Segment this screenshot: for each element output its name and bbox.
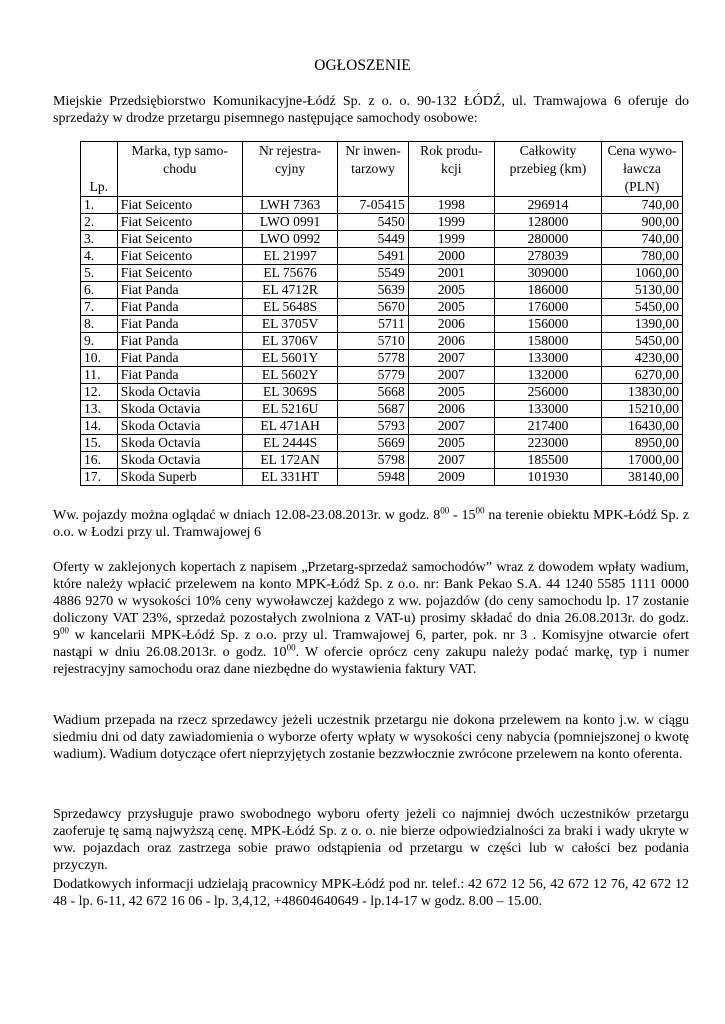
- row-mileage: 256000: [494, 384, 601, 401]
- table-row: [81, 265, 683, 282]
- row-registration: EL 5216U: [242, 401, 338, 418]
- row-year: 2006: [408, 333, 494, 350]
- row-brand: Fiat Seicento: [117, 265, 242, 282]
- row-year: 2007: [408, 418, 494, 435]
- row-registration: EL 21997: [242, 248, 338, 265]
- row-lp: 15.: [81, 435, 118, 452]
- offers-sup-1: 00: [60, 625, 69, 636]
- table-row: [81, 248, 683, 265]
- row-lp: 16.: [81, 452, 118, 469]
- row-mileage: 128000: [494, 214, 601, 231]
- row-inventory: 5449: [338, 231, 408, 248]
- table-row: [81, 452, 683, 469]
- table-row: [81, 231, 683, 248]
- row-lp: 9.: [81, 333, 118, 350]
- row-price: 5130,00: [602, 282, 683, 299]
- row-year: 2005: [408, 435, 494, 452]
- row-year: 2005: [408, 299, 494, 316]
- row-price: 38140,00: [602, 469, 683, 486]
- row-year: 2007: [408, 452, 494, 469]
- header-registration: Nr rejestra-cyjny: [242, 142, 338, 197]
- row-inventory: 5798: [338, 452, 408, 469]
- row-inventory: 5670: [338, 299, 408, 316]
- row-brand: Fiat Seicento: [117, 214, 242, 231]
- row-inventory: 5669: [338, 435, 408, 452]
- row-mileage: 309000: [494, 265, 601, 282]
- row-mileage: 132000: [494, 367, 601, 384]
- row-brand: Fiat Panda: [117, 367, 242, 384]
- row-registration: LWO 0991: [242, 214, 338, 231]
- row-year: 2007: [408, 367, 494, 384]
- viewing-text-3: na terenie obiektu MPK-Łódź Sp. z o.o. w Łodzi przy ul. Tramwajowej 6: [53, 508, 689, 540]
- row-mileage: 133000: [494, 350, 601, 367]
- viewing-sup-2: 00: [475, 505, 485, 516]
- table-row: [81, 282, 683, 299]
- row-lp: 3.: [81, 231, 118, 248]
- row-price: 740,00: [602, 231, 683, 248]
- row-registration: EL 471AH: [242, 418, 338, 435]
- row-brand: Skoda Octavia: [117, 452, 242, 469]
- row-lp: 2.: [81, 214, 118, 231]
- row-inventory: 5549: [338, 265, 408, 282]
- table-row: [81, 197, 683, 214]
- row-brand: Skoda Superb: [117, 469, 242, 486]
- row-brand: Fiat Panda: [117, 316, 242, 333]
- row-price: 6270,00: [602, 367, 683, 384]
- row-year: 2005: [408, 384, 494, 401]
- deposit-paragraph: Wadium przepada na rzecz sprzedawcy jeżeli uczestnik przetargu nie dokona przelewem na konto j.w. w ciągu siedmiu dni od daty zawiadomienia o wyborze oferty wpłaty w wysokości ceny nabycia (pomniejszonej o kwotę wadium). Wadium dotyczące ofert nieprzyjętych zostanie bezzwłocznie zwrócone przelewem na konto oferenta.: [53, 713, 689, 762]
- row-registration: EL 3706V: [242, 333, 338, 350]
- row-registration: EL 75676: [242, 265, 338, 282]
- row-inventory: 5639: [338, 282, 408, 299]
- row-inventory: 7-05415: [338, 197, 408, 214]
- row-mileage: 185500: [494, 452, 601, 469]
- table-row: [81, 333, 683, 350]
- row-registration: LWO 0992: [242, 231, 338, 248]
- row-price: 5450,00: [602, 299, 683, 316]
- row-lp: 4.: [81, 248, 118, 265]
- row-registration: EL 331HT: [242, 469, 338, 486]
- row-price: 8950,00: [602, 435, 683, 452]
- row-lp: 8.: [81, 316, 118, 333]
- row-lp: 12.: [81, 384, 118, 401]
- row-brand: Fiat Panda: [117, 282, 242, 299]
- table-row: [81, 435, 683, 452]
- row-brand: Fiat Seicento: [117, 248, 242, 265]
- row-year: 2006: [408, 316, 494, 333]
- table-header-row: [81, 142, 683, 197]
- row-inventory: 5668: [338, 384, 408, 401]
- header-mileage: Całkowity przebieg (km): [494, 142, 601, 197]
- row-brand: Skoda Octavia: [117, 384, 242, 401]
- row-inventory: 5948: [338, 469, 408, 486]
- offers-text-2: w kancelarii MPK-Łódź Sp. z o.o. przy ul. Tramwajowej 6, parter, pok. nr 3 . Komisyjne otwarcie ofert nastąpi w dniu 26.08.2013r. o godz. 10: [53, 628, 689, 660]
- row-price: 1060,00: [602, 265, 683, 282]
- row-lp: 13.: [81, 401, 118, 418]
- viewing-text-2: - 15: [449, 508, 476, 523]
- row-lp: 17.: [81, 469, 118, 486]
- row-mileage: 101930: [494, 469, 601, 486]
- row-inventory: 5491: [338, 248, 408, 265]
- row-year: 2006: [408, 401, 494, 418]
- row-price: 900,00: [602, 214, 683, 231]
- row-price: 780,00: [602, 248, 683, 265]
- row-price: 17000,00: [602, 452, 683, 469]
- row-mileage: 186000: [494, 282, 601, 299]
- viewing-paragraph: [53, 507, 689, 541]
- row-brand: Fiat Panda: [117, 333, 242, 350]
- row-year: 2000: [408, 248, 494, 265]
- row-year: 1999: [408, 214, 494, 231]
- row-inventory: 5779: [338, 367, 408, 384]
- header-lp: Lp.: [81, 142, 118, 197]
- row-lp: 11.: [81, 367, 118, 384]
- row-mileage: 133000: [494, 401, 601, 418]
- row-brand: Fiat Panda: [117, 299, 242, 316]
- table-row: [81, 384, 683, 401]
- row-inventory: 5710: [338, 333, 408, 350]
- offers-sup-2: 00: [286, 642, 296, 653]
- row-registration: EL 3705V: [242, 316, 338, 333]
- seller-rights-paragraph: Sprzedawcy przysługuje prawo swobodnego wyboru oferty jeżeli co najmniej dwóch uczestników przetargu zaoferuje tę samą najwyższą cenę. MPK-Łódź Sp. z o. o. nie bierze odpowiedzialności za braki i wady ukryte w ww. pojazdach oraz zastrzega sobie prawo odstąpienia od przetargu w części lub w całości bez podania przyczyn.: [53, 807, 689, 873]
- row-inventory: 5711: [338, 316, 408, 333]
- row-mileage: 217400: [494, 418, 601, 435]
- viewing-sup-1: 00: [440, 505, 450, 516]
- row-registration: EL 2444S: [242, 435, 338, 452]
- row-brand: Skoda Octavia: [117, 418, 242, 435]
- row-mileage: 158000: [494, 333, 601, 350]
- row-price: 13830,00: [602, 384, 683, 401]
- row-price: 15210,00: [602, 401, 683, 418]
- header-price: Cena wywo-ławcza (PLN): [602, 142, 683, 197]
- row-lp: 5.: [81, 265, 118, 282]
- row-brand: Skoda Octavia: [117, 435, 242, 452]
- row-mileage: 296914: [494, 197, 601, 214]
- row-lp: 1.: [81, 197, 118, 214]
- table-row: [81, 469, 683, 486]
- row-brand: Skoda Octavia: [117, 401, 242, 418]
- row-brand: Fiat Seicento: [117, 231, 242, 248]
- table-row: [81, 401, 683, 418]
- row-brand: Fiat Panda: [117, 350, 242, 367]
- row-inventory: 5778: [338, 350, 408, 367]
- row-registration: EL 5602Y: [242, 367, 338, 384]
- row-mileage: 176000: [494, 299, 601, 316]
- row-year: 2007: [408, 350, 494, 367]
- row-mileage: 278039: [494, 248, 601, 265]
- offers-text-3: . W ofercie oprócz ceny zakupu należy podać markę, typ i numer rejestracyjny samochodu oraz dane niezbędne do wystawienia faktury VAT.: [53, 645, 690, 677]
- row-price: 5450,00: [602, 333, 683, 350]
- header-brand: Marka, typ samo-chodu: [117, 142, 242, 197]
- table-row: [81, 418, 683, 435]
- row-lp: 14.: [81, 418, 118, 435]
- row-year: 1998: [408, 197, 494, 214]
- row-mileage: 156000: [494, 316, 601, 333]
- contact-paragraph: Dodatkowych informacji udzielają pracownicy MPK-Łódź pod nr. telef.: 42 672 12 56, 42 672 12 76, 42 672 12 48 - lp. 6-11, 42 672 16 06 - lp. 3,4,12, +48604640649 - lp.14-17 w godz. 8.00 – 15.00.: [53, 877, 689, 909]
- header-inventory: Nr inwen-tarzowy: [338, 142, 408, 197]
- vehicles-table: [80, 141, 683, 486]
- row-mileage: 280000: [494, 231, 601, 248]
- table-row: [81, 316, 683, 333]
- offers-paragraph: [53, 559, 689, 678]
- row-inventory: 5450: [338, 214, 408, 231]
- offers-text-1: Oferty w zaklejonych kopertach z napisem „Przetarg-sprzedaż samochodów” wraz z dowodem wpłaty wadium, które należy wpłacić przelewem na konto MPK-Łódź Sp. z o.o. nr: Bank Pekao S.A. 44 1240 5585 1111 0000 4886 9270 w wysokości 10% ceny wywoławczej każdego z ww. pojazdów (do ceny samochodu lp. 17 zostanie doliczony VAT 23%, sprzedaż pozostałych zwolniona z VAT-u) prosimy składać do dnia 26.08.2013r. do godz. 9: [53, 560, 689, 643]
- page-title: OGŁOSZENIE: [314, 57, 411, 74]
- viewing-text-1: Ww. pojazdy można oglądać w dniach 12.08-23.08.2013r. w godz. 8: [53, 508, 441, 523]
- row-lp: 10.: [81, 350, 118, 367]
- row-brand: Fiat Seicento: [117, 197, 242, 214]
- row-registration: LWH 7363: [242, 197, 338, 214]
- row-lp: 6.: [81, 282, 118, 299]
- table-row: [81, 367, 683, 384]
- row-price: 4230,00: [602, 350, 683, 367]
- row-price: 740,00: [602, 197, 683, 214]
- table-row: [81, 299, 683, 316]
- row-price: 16430,00: [602, 418, 683, 435]
- row-year: 2001: [408, 265, 494, 282]
- row-inventory: 5793: [338, 418, 408, 435]
- header-year: Rok produ-kcji: [408, 142, 494, 197]
- row-registration: EL 5648S: [242, 299, 338, 316]
- row-year: 2005: [408, 282, 494, 299]
- row-year: 2009: [408, 469, 494, 486]
- row-mileage: 223000: [494, 435, 601, 452]
- row-registration: EL 4712R: [242, 282, 338, 299]
- table-row: [81, 350, 683, 367]
- intro-paragraph: Miejskie Przedsiębiorstwo Komunikacyjne-Łódź Sp. z o. o. 90-132 ŁÓDŹ, ul. Tramwajowa 6 oferuje do sprzedaży w drodze przetargu pisemnego następujące samochody osobowe:: [53, 94, 689, 126]
- row-registration: EL 5601Y: [242, 350, 338, 367]
- row-price: 1390,00: [602, 316, 683, 333]
- table-row: [81, 214, 683, 231]
- row-inventory: 5687: [338, 401, 408, 418]
- row-lp: 7.: [81, 299, 118, 316]
- row-registration: EL 172AN: [242, 452, 338, 469]
- row-year: 1999: [408, 231, 494, 248]
- row-registration: EL 3069S: [242, 384, 338, 401]
